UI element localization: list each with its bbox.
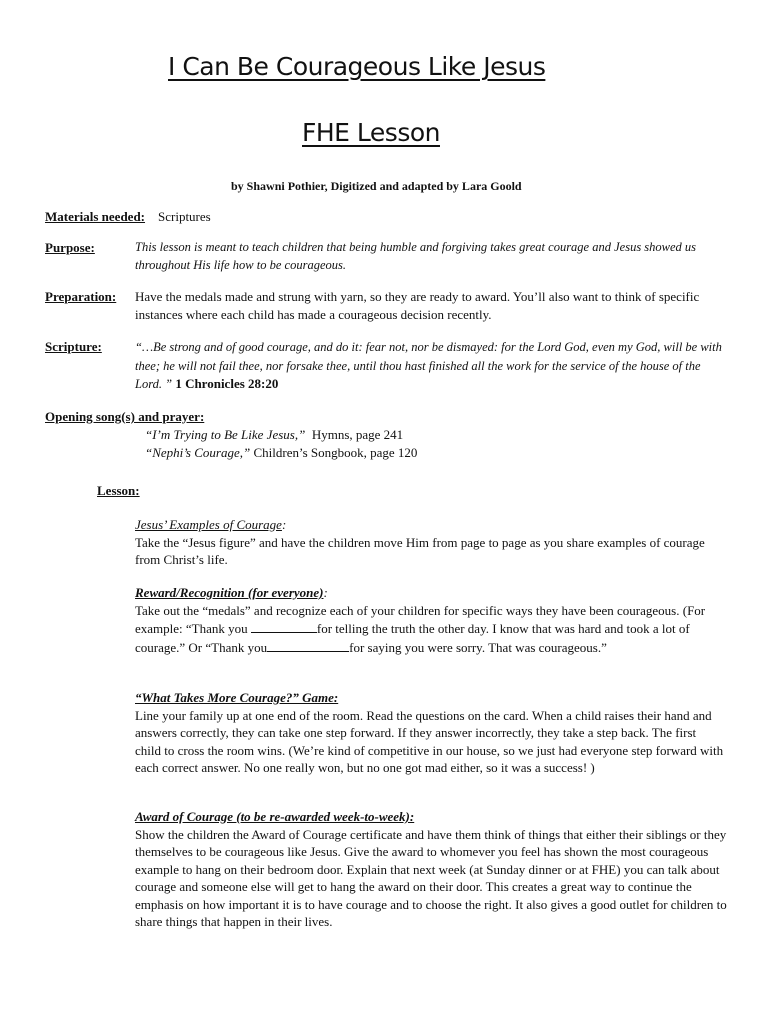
- section-heading: Jesus’ Examples of Courage:: [135, 517, 287, 532]
- section-heading: Reward/Recognition (for everyone):: [135, 585, 328, 600]
- byline: by Shawni Pothier, Digitized and adapted by Lara Goold: [231, 179, 522, 193]
- song-2-source: Children’s Songbook, page 120: [253, 445, 418, 460]
- preparation-label: Preparation:: [45, 289, 117, 304]
- song-2-title: “Nephi’s Courage,”: [145, 445, 251, 460]
- opening-label: Opening song(s) and prayer:: [45, 409, 205, 424]
- opening-song-2: [145, 444, 417, 462]
- section-text: Take the “Jesus figure” and have the children move Him from page to page as you share examples of courage from Christ’s life.: [135, 534, 705, 567]
- lesson-section-game: [135, 689, 725, 777]
- section-heading: “What Takes More Courage?” Game:: [135, 690, 339, 705]
- blank-line: [251, 619, 317, 633]
- purpose-text: This lesson is meant to teach children that being humble and forgiving takes great courage and Jesus showed us throughout His life how to be courageous.: [135, 240, 697, 272]
- scripture-label: Scripture:: [45, 339, 102, 354]
- song-1-source: Hymns, page 241: [311, 427, 404, 442]
- section-heading: Award of Courage (to be re-awarded week-to-week):: [135, 809, 415, 824]
- preparation-text: Have the medals made and strung with yarn, so they are ready to award. You’ll also want to think of specific instances where each child has made a courageous decision recently.: [135, 289, 700, 322]
- lesson-label: Lesson:: [97, 483, 140, 498]
- materials-label: Materials needed:: [45, 209, 146, 224]
- section-text: Take out the “medals” and recognize each of your children for specific ways they have been courageous. (For example: “Thank you for telling the truth the other day. I know that was hard and took a lot of courage.” Or “Thank you for saying you were sorry. That was courageous.”: [135, 602, 706, 655]
- scripture-reference: 1 Chronicles 28:20: [175, 376, 279, 391]
- opening-song-1: [145, 426, 403, 444]
- scripture-quote: “…Be strong and of good courage, and do it: fear not, nor be dismayed: for the Lord God, even my God, will be with thee; he will not fail thee, nor forsake thee, until thou hast finished all the work for the service of the house of the Lord. ”: [135, 340, 722, 391]
- song-1-title: “I’m Trying to Be Like Jesus,”: [145, 427, 306, 442]
- section-text: Line your family up at one end of the room. Read the questions on the card. When a child raises their hand and answers correctly, they can take one step forward. If they answer incorrectly, they take a step back. The first child to cross the room wins. (We’re kind of competitive in our house, so we just had everyone step forward with each correct answer. No one really won, but no one got mad either, so it was a success! ): [135, 707, 724, 775]
- page-subtitle: FHE Lesson: [302, 118, 440, 147]
- scripture-text: [135, 338, 725, 394]
- lesson-section-jesus-examples: [135, 516, 725, 569]
- section-text: Show the children the Award of Courage certificate and have them think of things that either their siblings or they themselves to be courageous like Jesus. Give the award to whomever you feel has shown the most courageous example to hang on their bedroom door. Explain that next week (at Sunday dinner or at FHE) you can talk about courage and someone else will get to hang the award on their door. This creates a great way to continue the emphasis on how important it is to have courage and to choose the right. It also gives a good outlet for children to share things that happen in their lives.: [135, 826, 727, 929]
- lesson-section-reward: [135, 584, 725, 656]
- lesson-section-award: [135, 808, 727, 931]
- blank-line: [267, 638, 349, 652]
- page-title: I Can Be Courageous Like Jesus: [168, 52, 546, 81]
- purpose-label: Purpose:: [45, 240, 95, 255]
- materials-value: Scriptures: [158, 209, 211, 224]
